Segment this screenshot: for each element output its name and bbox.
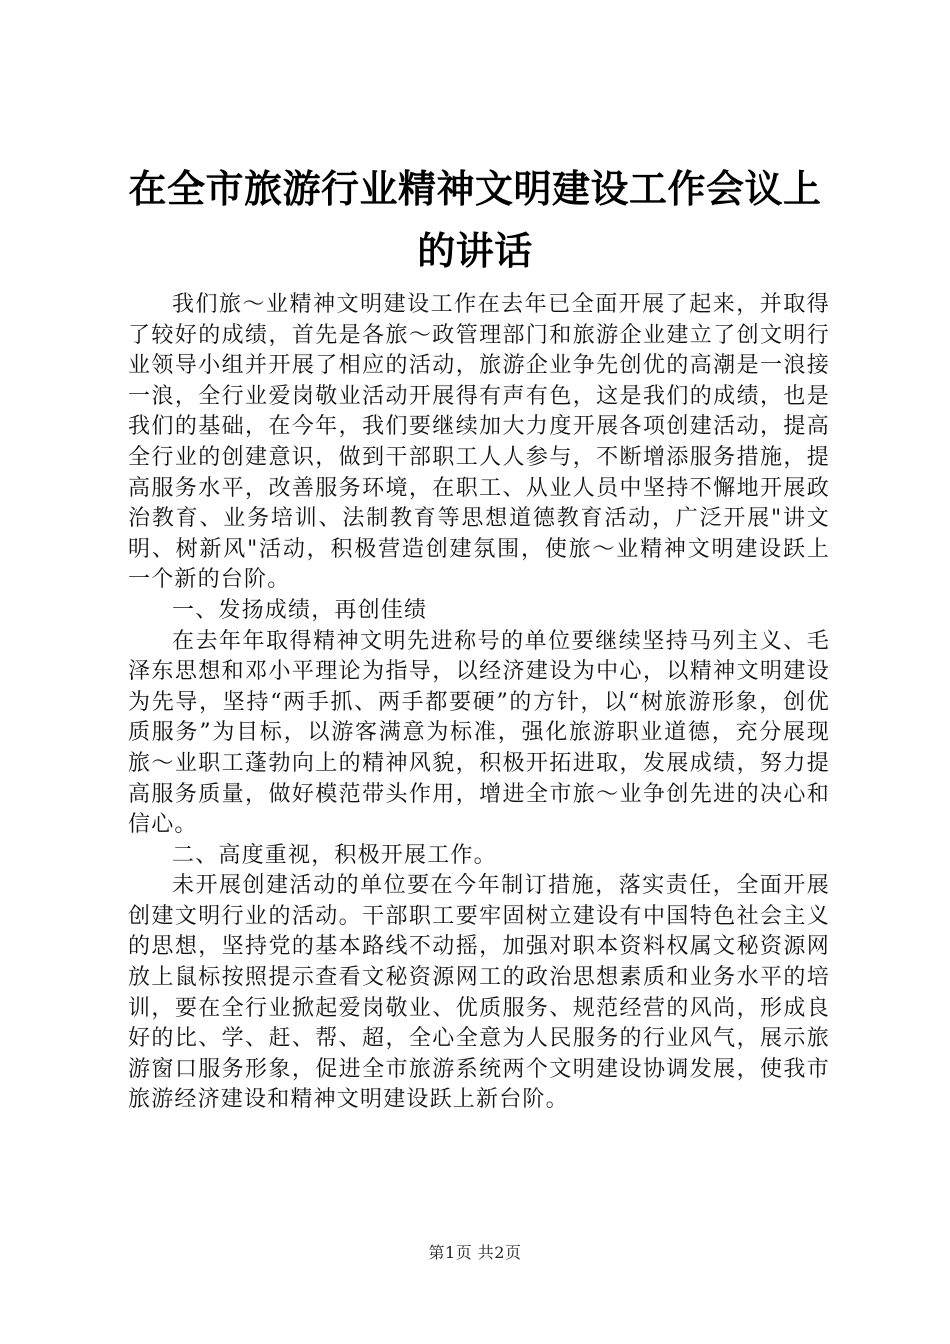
section-heading-2: 二、高度重视，积极开展工作。: [172, 842, 497, 868]
section-heading-1: 一、发扬成绩，再创佳绩: [172, 597, 428, 623]
document-title: 在全市旅游行业精神文明建设工作会议上的讲话: [128, 166, 822, 273]
page-number: 第1页 共2页: [428, 1243, 522, 1262]
document-body: [128, 290, 830, 1116]
paragraph-section-2: 未开展创建活动的单位要在今年制订措施，落实责任，全面开展创建文明行业的活动。干部职工要牢固树立建设有中国特色社会主义的思想，坚持党的基本路线不动摇，加强对职本资料权属文秘资源网放上鼠标按照提示查看文秘资源网工的政治思想素质和业务水平的培训，要在全行业掀起爱岗敬业、优质服务、规范经营的风尚，形成良好的比、学、赶、帮、超，全心全意为人民服务的行业风气，展示旅游窗口服务形象，促进全市旅游系统两个文明建设协调发展，使我市旅游经济建设和精神文明建设跃上新台阶。: [128, 873, 830, 1113]
paragraph-intro: 我们旅～业精神文明建设工作在去年已全面开展了起来，并取得了较好的成绩，首先是各旅～政管理部门和旅游企业建立了创文明行业领导小组并开展了相应的活动，旅游企业争先创优的高潮是一浪接一浪，全行业爱岗敬业活动开展得有声有色，这是我们的成绩，也是我们的基础，在今年，我们要继续加大力度开展各项创建活动，提高全行业的创建意识，做到干部职工人人参与，不断增添服务措施，提高服务水平，改善服务环境，在职工、从业人员中坚持不懈地开展政治教育、业务培训、法制教育等思想道德教育活动，广泛开展"讲文明、树新风"活动，积极营造创建氛围，使旅～业精神文明建设跃上一个新的台阶。: [128, 292, 830, 593]
paragraph-section-1: 在去年年取得精神文明先进称号的单位要继续坚持马列主义、毛泽东思想和邓小平理论为指导，以经济建设为中心，以精神文明建设为先导，坚持“两手抓、两手都要硬”的方针，以“树旅游形象，创优质服务”为目标，以游客满意为标准，强化旅游职业道德，充分展现旅～业职工蓬勃向上的精神风貌，积极开拓进取，发展成绩，努力提高服务质量，做好模范带头作用，增进全市旅～业争创先进的决心和信心。: [128, 628, 830, 838]
